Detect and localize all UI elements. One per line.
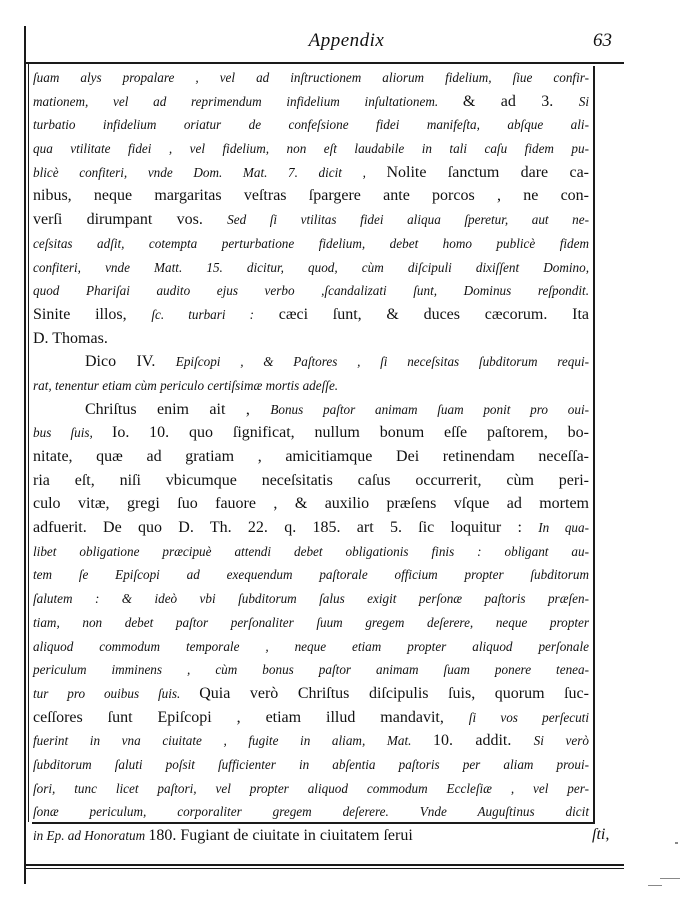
roman-text-run: 180. Fugiant de ciuitate in ciuitatem ſerui (148, 827, 413, 844)
text-line (33, 658, 589, 682)
text-line (33, 516, 589, 540)
text-line (33, 327, 589, 351)
text-line (33, 611, 589, 635)
scan-speck (648, 885, 662, 886)
italic-text-run: periculum imminens , cùm bonus paſtor animam ſuam ponere tenea- (33, 662, 589, 678)
italic-text-run: tiam, non debet paſtor perſonaliter ſuum gregem deſerere, neque propter (33, 614, 589, 630)
frame-left-rule (24, 26, 26, 884)
roman-text-run: Quia verò Chriſtus diſcipulis ſuis, quorum ſuc- (199, 684, 589, 702)
italic-text-run: Epiſcopi , & Paſtores , ſi neceſsitas ſubditorum requi- (175, 354, 589, 370)
text-line (33, 350, 589, 374)
text-line (33, 184, 589, 208)
italic-text-run: In qua- (538, 520, 589, 536)
text-line (33, 492, 589, 516)
roman-text-run: D. Thomas. (33, 329, 108, 347)
italic-text-run: rat, tenentur etiam cùm periculo certiſsimæ mortis adeſſe. (33, 377, 339, 393)
roman-text-run: adfuerit. De quo D. Th. 22. q. 185. art 5. ſic loquitur : (33, 519, 539, 537)
text-line (33, 824, 589, 848)
italic-text-run: ſori, tunc licet paſtori, vel propter aliquod commodum Eccleſiæ , vel per- (33, 780, 589, 796)
roman-text-run: & ad 3. (462, 92, 579, 110)
italic-text-run: ſalutem : & ideò vbi ſubditorum ſalus exigit perſonæ paſtoris præſen- (33, 591, 589, 607)
text-line (33, 682, 589, 706)
text-line (33, 232, 589, 256)
italic-text-run: aliquod commodum temporale , neque etiam propter aliquod perſonale (33, 638, 589, 654)
italic-text-run: ſonæ periculum, corporaliter gregem deſerere. Vnde Auguſtinus dicit (33, 804, 589, 820)
frame-left-inner-rule (28, 62, 29, 822)
text-line (33, 729, 589, 753)
italic-text-run: ſubditorum ſaluti poſsit ſufficienter in abſentia paſtoris per aliam proui- (33, 756, 589, 772)
body-text (33, 66, 589, 848)
italic-text-run: ſuam alys propalare , vel ad inſtructionem aliorum fidelium, ſiue confir- (33, 70, 589, 85)
roman-text-run: Sinite illos, (33, 305, 152, 323)
roman-text-run: Chriſtus enim ait , (85, 400, 271, 418)
text-line (33, 540, 589, 564)
italic-text-run: Si verò (533, 733, 589, 749)
text-line (33, 800, 589, 824)
roman-text-run: verſi dirumpant vos. (33, 211, 228, 229)
roman-text-run: culo vitæ, gregi ſuo fauore , & auxilio præſens vſque ad mortem (33, 495, 589, 513)
text-line (33, 66, 589, 90)
text-line (33, 256, 589, 280)
italic-text-run: confiteri, vnde Matt. 15. dicitur, quod, cùm diſcipuli dixiſſent Domino, (33, 259, 589, 275)
roman-text-run: 10. addit. (433, 732, 534, 750)
text-line (33, 563, 589, 587)
text-line (33, 777, 589, 801)
text-line (33, 587, 589, 611)
roman-text-run: Dico IV. (85, 353, 176, 371)
roman-text-run: Nolite ſanctum dare ca- (386, 163, 589, 181)
italic-text-run: tem ſe Epiſcopi ad exequendum paſtorale officium propter ſubditorum (33, 567, 589, 583)
text-line (33, 161, 589, 185)
italic-text-run: mationem, vel ad reprimendum infidelium inſultationem. (33, 93, 463, 109)
italic-text-run: ſc. turbari : (151, 306, 254, 322)
header-rule (24, 62, 624, 64)
running-title: Appendix (308, 30, 385, 51)
scan-speck (675, 842, 678, 844)
text-line (33, 374, 589, 398)
italic-text-run: Si (578, 93, 589, 109)
text-line (33, 303, 589, 327)
bottom-rule (24, 864, 624, 866)
roman-text-run: ria eſt, niſi vbicumque neceſsitatis caſus occurrerit, cùm peri- (33, 471, 589, 489)
text-line (33, 208, 589, 232)
bottom-rule-2 (24, 868, 624, 869)
italic-text-run: ceſsitas adſit, cotempta perturbatione fidelium, debet homo publicè fidem (33, 235, 589, 251)
roman-text-run: ceſſores ſunt Epiſcopi , etiam illud mandavit, (33, 708, 469, 726)
text-line (33, 113, 589, 137)
text-line (33, 635, 589, 659)
text-line (33, 90, 589, 114)
roman-text-run: nibus, neque margaritas veſtras ſpargere ante porcos , ne con- (33, 187, 589, 205)
text-line (33, 706, 589, 730)
italic-text-run: ſi vos perſecuti (468, 709, 590, 725)
text-line (33, 398, 589, 422)
italic-text-run: tur pro ouibus ſuis. (33, 685, 200, 701)
italic-text-run: Sed ſi vtilitas fidei aliqua ſperetur, aut ne- (227, 212, 590, 228)
text-line (33, 137, 589, 161)
catchword: ſti, (592, 826, 610, 843)
page-number: 63 (593, 30, 612, 51)
roman-text-run: nitate, quæ ad gratiam , amicitiamque Dei retinendam neceſſa- (33, 448, 589, 465)
italic-text-run: Bonus paſtor animam ſuam ponit pro oui- (270, 401, 589, 417)
text-line (33, 445, 589, 469)
text-line (33, 279, 589, 303)
text-line (33, 753, 589, 777)
roman-text-run: Io. 10. quo ſignificat, nullum bonum eſſe paſtorem, bo- (111, 424, 590, 442)
italic-text-run: quod Phariſai audito ejus verbo ,ſcandalizati ſunt, Dominus reſpondit. (33, 283, 589, 299)
frame-right-rule (593, 66, 595, 822)
italic-text-run: libet obligatione præcipuè attendi debet obligationis finis : obligant au- (33, 543, 589, 559)
italic-text-run: in Ep. ad Honoratum (33, 828, 149, 843)
italic-text-run: fuerint in vna ciuitate , fugite in aliam, Mat. (33, 733, 434, 749)
italic-text-run: bus ſuis, (33, 425, 112, 441)
roman-text-run: cæci ſunt, & duces cæcorum. Ita (254, 305, 589, 323)
scan-speck (660, 878, 680, 879)
text-line (33, 421, 589, 445)
italic-text-run: qua vtilitate fidei , vel fidelium, non eſt laudabile in tali caſu fidem pu- (33, 141, 589, 157)
italic-text-run: blicè confiteri, vnde Dom. Mat. 7. dicit , (33, 164, 387, 180)
italic-text-run: turbatio infidelium oriatur de confeſsione fidei manifeſta, abſque ali- (33, 117, 589, 133)
text-line (33, 469, 589, 493)
